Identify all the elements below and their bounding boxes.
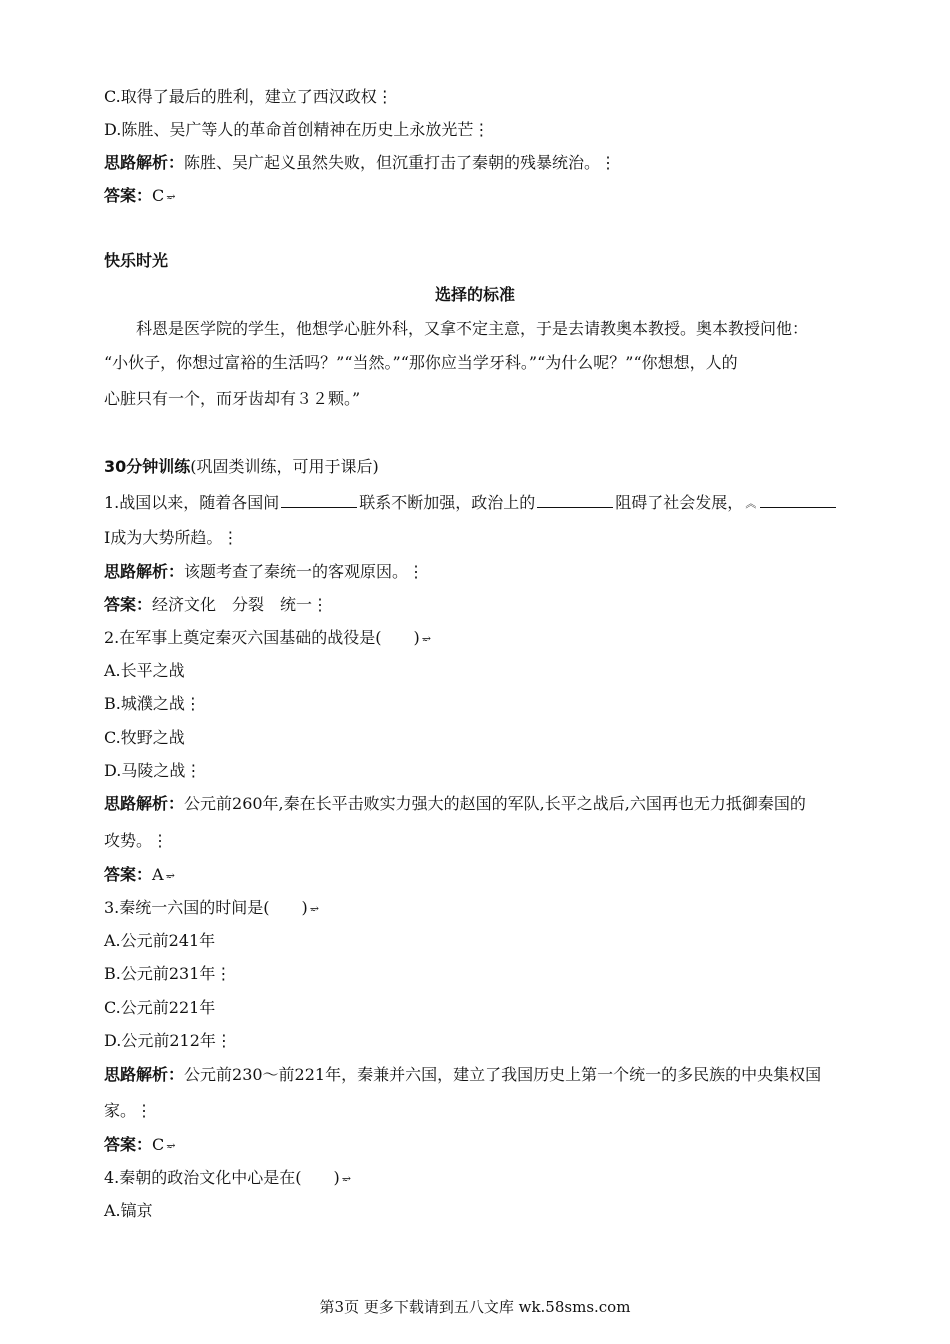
question-2: 2.在军事上奠定秦灭六国基础的战役是( ) ⥴ — [104, 627, 431, 650]
question-2-option-a: A.长平之战 — [104, 661, 185, 680]
fill-blank-3 — [760, 491, 836, 508]
question-3-answer: 答案：C ⥴ — [104, 1134, 175, 1157]
question-1-answer: 答案：经济文化 分裂 统一⋮ — [104, 595, 329, 614]
question-1-cont: I成为大势所趋。⋮ — [104, 528, 239, 547]
option-d-prev: D.陈胜、吴广等人的革命首创精神在历史上永放光芒⋮ — [104, 120, 490, 139]
option-c-prev: C.取得了最后的胜利，建立了西汉政权⋮ — [104, 87, 393, 106]
question-4-option-a: A.镐京 — [104, 1201, 153, 1220]
question-1-analysis: 思路解析：该题考查了秦统一的客观原因。⋮ — [104, 562, 425, 581]
squiggle-icon: ⥴ — [166, 189, 176, 203]
question-2-option-d: D.马陵之战⋮ — [104, 761, 202, 780]
analysis-prev: 思路解析：陈胜、吴广起义虽然失败，但沉重打击了秦朝的残暴统治。⋮ — [104, 153, 617, 172]
fill-blank-2 — [537, 491, 613, 508]
question-1: 1.战国以来，随着各国间 联系不断加强，政治上的 阻碍了社会发展， ︽ — [104, 491, 838, 515]
story-paragraph-2: “小伙子，你想过富裕的生活吗？”“当然。”“那你应当学牙科。”“为什么呢？”“你想想，人的 — [104, 353, 738, 372]
squiggle-icon: ⥴ — [166, 1138, 176, 1152]
squiggle-icon: ⥴ — [165, 868, 175, 882]
question-2-answer: 答案：A ⥴ — [104, 864, 175, 887]
wave-icon: ︽ — [745, 496, 757, 510]
squiggle-icon: ⥴ — [309, 901, 319, 915]
question-3-analysis-cont: 家。⋮ — [104, 1101, 153, 1120]
question-3: 3.秦统一六国的时间是( ) ⥴ — [104, 897, 319, 920]
question-3-option-a: A.公元前241年 — [104, 931, 216, 950]
question-3-option-b: B.公元前231年⋮ — [104, 964, 232, 983]
story-paragraph-3: 心脏只有一个，而牙齿却有３２颗。” — [104, 389, 361, 408]
squiggle-icon: ⥴ — [421, 631, 431, 645]
fill-blank-1 — [281, 491, 357, 508]
question-2-option-b: B.城濮之战⋮ — [104, 694, 201, 713]
page-footer: 第3页 更多下载请到五八文库 wk.58sms.com — [319, 1298, 631, 1316]
answer-prev: 答案：C ⥴ — [104, 185, 175, 208]
squiggle-icon: ⥴ — [341, 1171, 351, 1185]
section-heading-training: 30分钟训练(巩固类训练，可用于课后) — [104, 457, 379, 476]
question-3-option-d: D.公元前212年⋮ — [104, 1031, 232, 1050]
question-2-analysis: 思路解析：公元前260年,秦在长平击败实力强大的赵国的军队,长平之战后,六国再也无力抵御秦国的 — [104, 794, 806, 813]
story-paragraph-1: 科恩是医学院的学生，他想学心脏外科，又拿不定主意，于是去请教奥本教授。奥本教授问他： — [136, 319, 809, 338]
section-heading-happy: 快乐时光 — [104, 251, 169, 270]
story-title: 选择的标准 — [434, 285, 515, 304]
question-2-option-c: C.牧野之战 — [104, 728, 185, 747]
question-4: 4.秦朝的政治文化中心是在( ) ⥴ — [104, 1167, 351, 1190]
question-3-analysis: 思路解析：公元前230～前221年，秦兼并六国，建立了我国历史上第一个统一的多民族的中央集权国 — [104, 1065, 822, 1084]
question-2-analysis-cont: 攻势。⋮ — [104, 831, 169, 850]
question-3-option-c: C.公元前221年 — [104, 998, 216, 1017]
